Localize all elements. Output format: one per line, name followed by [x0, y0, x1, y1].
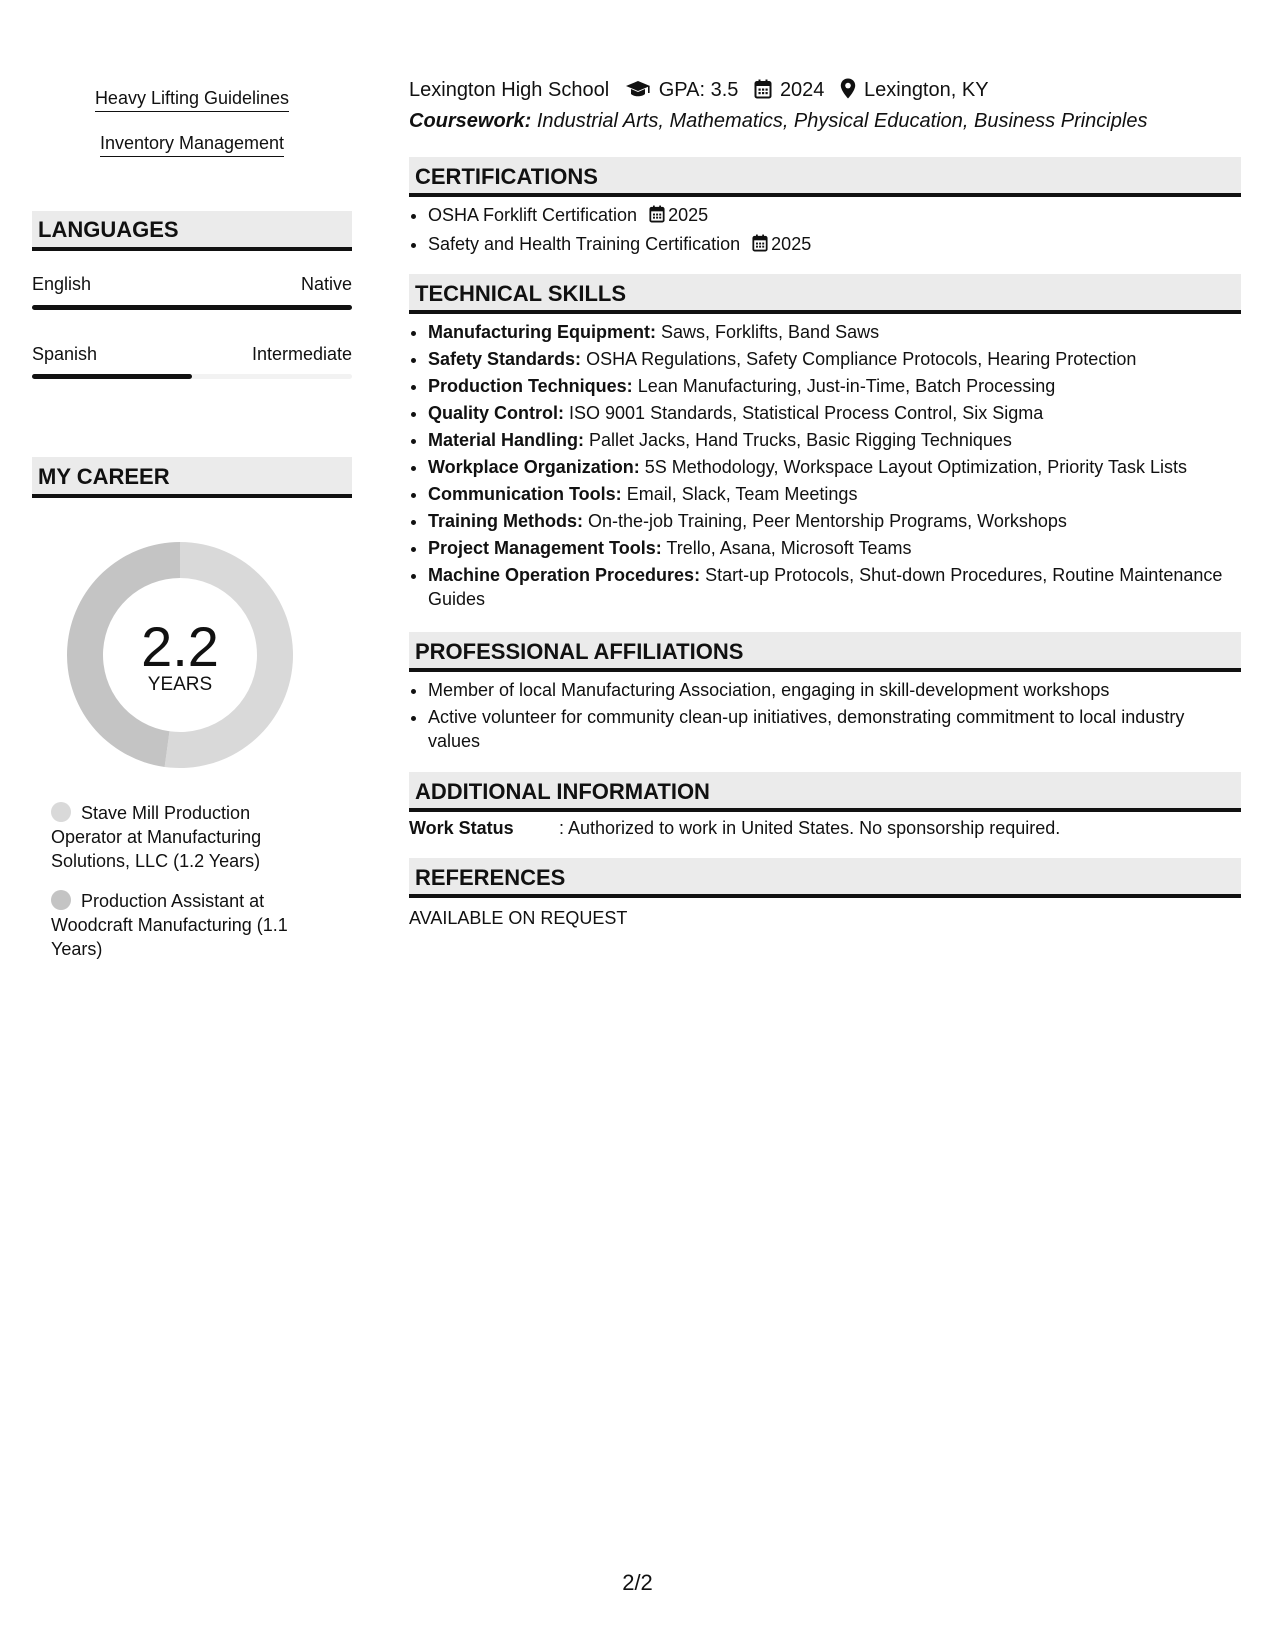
gpa: GPA: 3.5 — [658, 79, 739, 101]
career-legend-dot — [51, 802, 71, 822]
career-heading: MY CAREER — [32, 457, 352, 498]
certification-year: 2025 — [771, 234, 812, 254]
certification-name: Safety and Health Training Certification — [428, 234, 741, 254]
language-proficiency-fill — [32, 374, 192, 379]
work-status-row — [409, 818, 1060, 839]
list-item — [428, 563, 1241, 611]
skill-values: On-the-job Training, Peer Mentorship Programs, Workshops — [588, 511, 1067, 531]
list-item — [428, 203, 1241, 229]
references-heading: REFERENCES — [409, 858, 1241, 898]
affiliations-heading: PROFESSIONAL AFFILIATIONS — [409, 632, 1241, 672]
skill-item — [32, 88, 352, 112]
language-proficiency-bar — [32, 374, 352, 379]
career-donut — [67, 542, 293, 768]
list-item — [428, 428, 1241, 452]
skill-category: Quality Control: — [428, 403, 564, 423]
language-name: Spanish — [32, 344, 98, 364]
list-item — [428, 536, 1241, 560]
language-proficiency-bar — [32, 305, 352, 310]
graduation-year: 2024 — [779, 79, 825, 101]
school-location: Lexington, KY — [864, 79, 989, 101]
list-item — [428, 401, 1241, 425]
skill-values: 5S Methodology, Workspace Layout Optimization, Priority Task Lists — [644, 457, 1187, 477]
skill-values: Saws, Forklifts, Band Saws — [661, 322, 880, 342]
skill-category: Project Management Tools: — [428, 538, 662, 558]
skill-label: Inventory Management — [100, 133, 284, 157]
list-item: • Active volunteer for community clean-up initiatives, demonstrating commitment to local industry values — [428, 705, 1241, 753]
certification-year: 2025 — [668, 205, 709, 225]
language-level: Native — [300, 274, 352, 294]
career-unit: YEARS — [147, 674, 213, 695]
work-status-label: Work Status — [409, 818, 514, 838]
skill-values: Pallet Jacks, Hand Trucks, Basic Rigging Techniques — [589, 430, 1012, 450]
skill-category: Workplace Organization: — [428, 457, 640, 477]
list-item — [428, 374, 1241, 398]
career-legend-dot — [51, 890, 71, 910]
technical-skills-heading: TECHNICAL SKILLS — [409, 274, 1241, 314]
skill-item — [32, 133, 352, 157]
page-number: 2/2 — [622, 1570, 653, 1595]
calendar-icon — [752, 234, 768, 258]
additional-info-heading: ADDITIONAL INFORMATION — [409, 772, 1241, 812]
calendar-icon — [649, 205, 665, 229]
skill-category: Material Handling: — [428, 430, 585, 450]
language-name: English — [32, 274, 92, 294]
affiliations-list — [409, 678, 1241, 756]
language-proficiency-fill — [32, 305, 352, 310]
list-item — [428, 347, 1241, 371]
list-item: • Member of local Manufacturing Association, engaging in skill-development workshops — [428, 678, 1241, 702]
list-item — [428, 232, 1241, 258]
technical-skills-list — [409, 320, 1241, 614]
work-status-value: : Authorized to work in United States. No sponsorship required. — [559, 818, 1061, 838]
list-item — [428, 455, 1241, 479]
skill-label: Heavy Lifting Guidelines — [95, 88, 289, 112]
education-line — [409, 78, 989, 105]
skill-values: ISO 9001 Standards, Statistical Process Control, Six Sigma — [569, 403, 1044, 423]
skill-category: Machine Operation Procedures: — [428, 565, 701, 585]
coursework-label: Coursework: — [409, 110, 532, 132]
skill-values: Start-up Protocols, Shut-down Procedures, Routine Maintenance Guides — [428, 565, 1223, 609]
skill-category: Safety Standards: — [428, 349, 582, 369]
skill-category: Training Methods: — [428, 511, 583, 531]
language-level: Intermediate — [251, 344, 352, 364]
skill-values: OSHA Regulations, Safety Compliance Protocols, Hearing Protection — [586, 349, 1137, 369]
certification-name: OSHA Forklift Certification — [428, 205, 638, 225]
list-item — [428, 320, 1241, 344]
skill-values: Trello, Asana, Microsoft Teams — [666, 538, 912, 558]
coursework — [409, 110, 1147, 133]
skill-values: Lean Manufacturing, Just-in-Time, Batch Processing — [637, 376, 1056, 396]
career-item-text: Production Assistant at Woodcraft Manufacturing (1.1 Years) — [51, 891, 288, 959]
career-item — [51, 801, 316, 873]
career-total: 2.2 — [141, 615, 219, 678]
skill-category: Production Techniques: — [428, 376, 633, 396]
career-item — [51, 889, 316, 961]
certifications-list — [409, 203, 1241, 261]
career-item-text: Stave Mill Production Operator at Manufacturing Solutions, LLC (1.2 Years) — [51, 803, 262, 871]
skill-category: Manufacturing Equipment: — [428, 322, 656, 342]
skill-category: Communication Tools: — [428, 484, 622, 504]
references-text: AVAILABLE ON REQUEST — [409, 908, 628, 928]
calendar-icon — [754, 79, 772, 105]
coursework-list: Industrial Arts, Mathematics, Physical Education, Business Principles — [536, 110, 1148, 132]
certifications-heading: CERTIFICATIONS — [409, 157, 1241, 197]
languages-heading: LANGUAGES — [32, 211, 352, 251]
map-pin-icon — [840, 78, 856, 105]
school-name: Lexington High School — [409, 79, 610, 101]
skill-values: Email, Slack, Team Meetings — [626, 484, 858, 504]
graduation-cap-icon — [625, 79, 651, 105]
list-item — [428, 509, 1241, 533]
list-item — [428, 482, 1241, 506]
